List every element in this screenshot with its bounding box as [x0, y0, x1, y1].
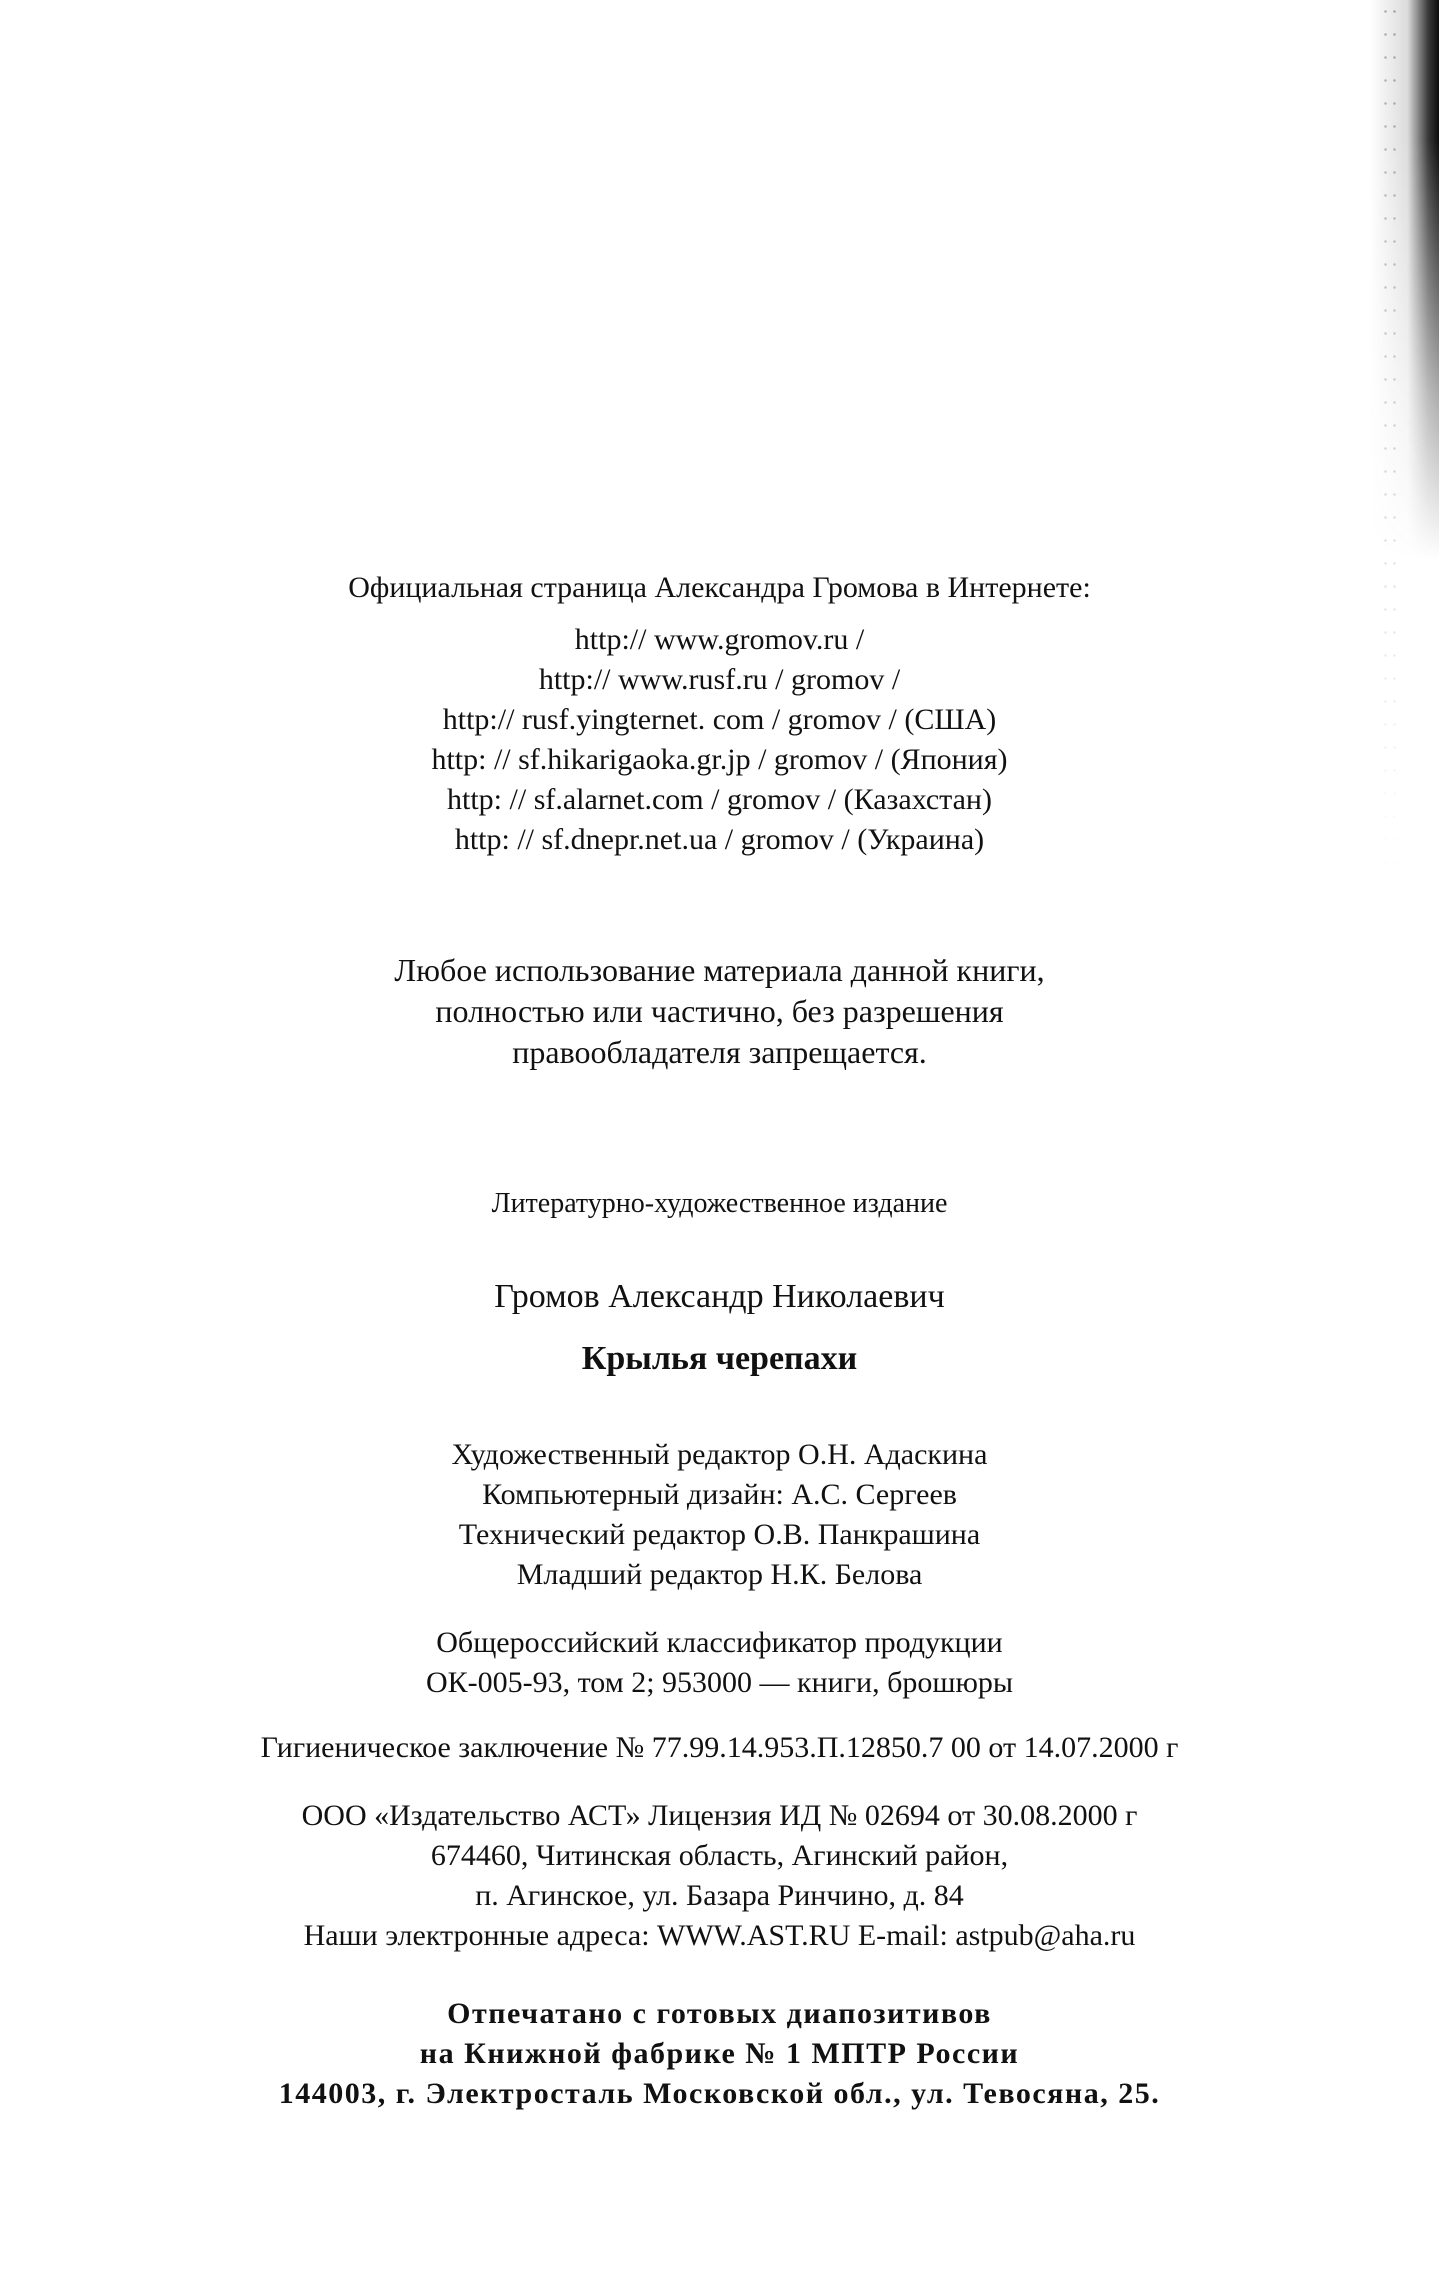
url-item[interactable]: http: // sf.dnepr.net.ua / gromov / (Украина)	[454, 823, 985, 856]
genre-label: Литературно-художественное издание	[491, 1188, 948, 1219]
classifier-line: Общероссийский классификатор продукции	[436, 1626, 1003, 1659]
publisher-line: Наши электронные адреса: WWW.AST.RU E-mail: astpub@aha.ru	[303, 1919, 1136, 1952]
classifier-block	[0, 1623, 1439, 1703]
publisher-line: 674460, Читинская область, Агинский район,	[430, 1839, 1009, 1872]
official-page-heading: Официальная страница Александра Громова в Интернете:	[348, 571, 1091, 604]
copyright-line: правообладателя запрещается.	[512, 1034, 927, 1070]
copyright-line: полностью или частично, без разрешения	[435, 993, 1004, 1029]
title-block	[0, 1337, 1439, 1381]
url-item[interactable]: http: // sf.alarnet.com / gromov / (Казахстан)	[447, 783, 992, 816]
publisher-line: ООО «Издательство АСТ» Лицензия ИД № 02694 от 30.08.2000 г	[301, 1799, 1138, 1832]
url-item[interactable]: http:// www.rusf.ru / gromov /	[538, 663, 901, 696]
credit-line: Младший редактор Н.К. Белова	[516, 1558, 923, 1591]
printed-by-line: 144003, г. Электросталь Московской обл., ул. Тевосяна, 25.	[278, 2077, 1161, 2110]
copyright-notice	[0, 950, 1439, 1073]
classifier-line: ОК-005-93, том 2; 953000 — книги, брошюры	[425, 1666, 1014, 1699]
credit-line: Художественный редактор О.Н. Адаскина	[451, 1438, 988, 1471]
author-block	[0, 1275, 1439, 1319]
author-name: Громов Александр Николаевич	[494, 1278, 945, 1315]
printed-by-line: Отпечатано с готовых диапозитивов	[447, 1997, 992, 2030]
hygiene-certificate: Гигиеническое заключение № 77.99.14.953.П.12850.7 00 от 14.07.2000 г	[260, 1731, 1179, 1764]
printed-by-line: на Книжной фабрике № 1 МПТР России	[419, 2037, 1020, 2070]
copyright-line: Любое использование материала данной книги,	[394, 952, 1045, 988]
genre-block	[0, 1185, 1439, 1223]
url-item[interactable]: http:// rusf.yingternet. com / gromov / (США)	[442, 703, 997, 736]
publisher-block	[0, 1796, 1439, 1956]
scan-edge-shadow	[1369, 0, 1439, 560]
official-urls-list	[0, 620, 1439, 860]
credit-line: Технический редактор О.В. Панкрашина	[458, 1518, 981, 1551]
publisher-line: п. Агинское, ул. Базара Ринчино, д. 84	[475, 1879, 964, 1912]
credits-list	[0, 1435, 1439, 1595]
credit-line: Компьютерный дизайн: А.С. Сергеев	[482, 1478, 957, 1511]
book-title: Крылья черепахи	[581, 1340, 858, 1377]
url-item[interactable]: http:// www.gromov.ru /	[574, 623, 865, 656]
printed-by-block	[0, 1994, 1439, 2114]
url-item[interactable]: http: // sf.hikarigaoka.gr.jp / gromov / (Япония)	[431, 743, 1008, 776]
official-page-heading-block	[0, 568, 1439, 608]
hygiene-certificate-block	[0, 1728, 1439, 1768]
